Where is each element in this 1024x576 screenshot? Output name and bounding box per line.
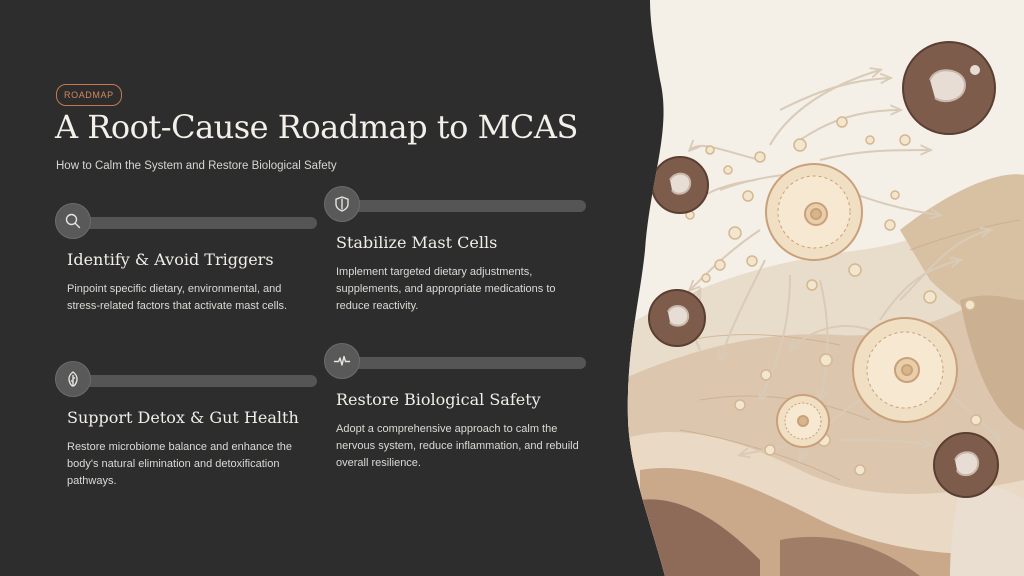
- step-title: Restore Biological Safety: [336, 390, 541, 409]
- step-title: Identify & Avoid Triggers: [67, 250, 274, 269]
- step-description: Adopt a comprehensive approach to calm the nervous system, reduce inflammation, and rebuild overall resilience.: [336, 423, 579, 469]
- step-description: Implement targeted dietary adjustments, supplements, and appropriate medications to reduce reactivity.: [336, 266, 556, 312]
- pulse-icon: [333, 352, 351, 370]
- step-description: Pinpoint specific dietary, environmental, and stress-related factors that activate mast cells.: [67, 283, 288, 312]
- pale-cell-mid: [853, 318, 957, 422]
- step-progress-bar: [338, 357, 586, 369]
- page-subtitle: How to Calm the System and Restore Biological Safety: [56, 160, 337, 172]
- step-title: Stabilize Mast Cells: [336, 233, 498, 252]
- pale-cell-small: [777, 395, 829, 447]
- pulse-icon-badge: [324, 343, 360, 379]
- shield-icon-badge: [324, 186, 360, 222]
- search-icon-badge: [55, 203, 91, 239]
- step-progress-bar: [338, 200, 586, 212]
- roadmap-tag: ROADMAP: [56, 84, 122, 106]
- step-progress-bar: [69, 217, 317, 229]
- step-title: Support Detox & Gut Health: [67, 408, 299, 427]
- shield-icon: [333, 195, 351, 213]
- leaf-icon-badge: [55, 361, 91, 397]
- pale-cell-top: [766, 164, 862, 260]
- search-icon: [64, 212, 82, 230]
- step-description: Restore microbiome balance and enhance the body's natural elimination and detoxification pathways.: [67, 441, 293, 487]
- step-progress-bar: [69, 375, 317, 387]
- leaf-icon: [64, 370, 82, 388]
- page-title: A Root-Cause Roadmap to MCAS: [55, 108, 578, 146]
